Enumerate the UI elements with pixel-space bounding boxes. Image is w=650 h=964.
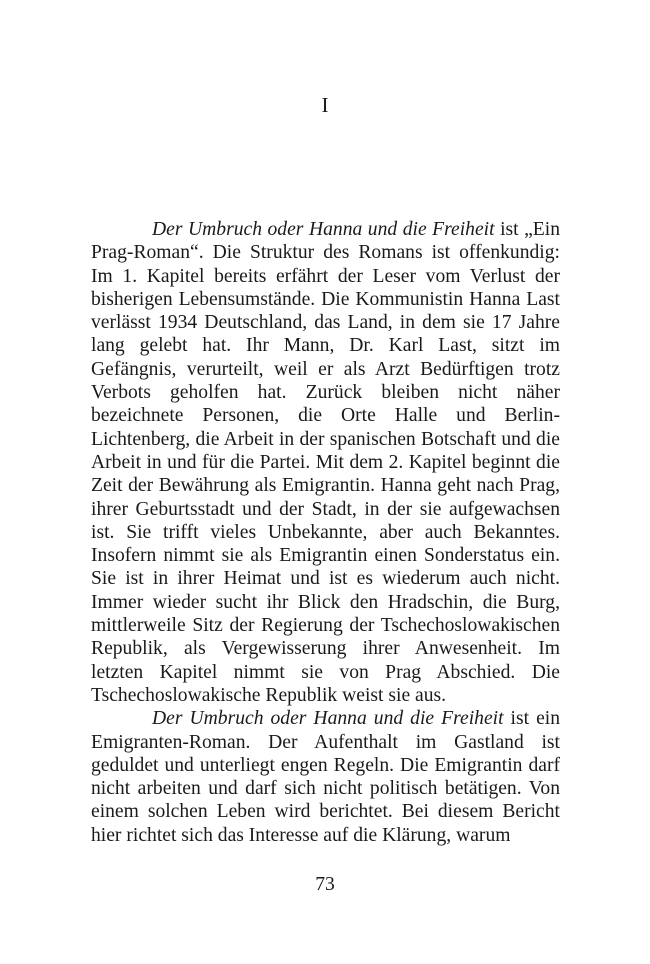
book-title-italic: Der Umbruch oder Hanna und die Freiheit [152,708,504,730]
page-number: 73 [315,874,335,895]
chapter-heading: I [321,93,329,117]
paragraph-text: ist „Ein Prag-Roman“. Die Struktur des Romans ist offenkundig: Im 1. Kapitel bereits erfährt der Leser vom Verlust der bisherigen Lebensumstände. Die Kommunistin Hanna Last verlässt 1934 Deutschland, das Land, in dem sie 17 Jahre lang gelebt hat. Ihr Mann, Dr. Karl Last, sitzt im Gefängnis, verurteilt, weil er als Arzt Bedürftigen trotz Verbots geholfen hat. Zurück bleiben nicht näher bezeichnete Personen, die Orte Halle und Berlin-Lichtenberg, die Arbeit in der spanischen Botschaft und die Arbeit in und für die Partei. Mit dem 2. Kapitel beginnt die Zeit der Bewährung als Emigrantin. Hanna geht nach Prag, ihrer Geburtsstadt und der Stadt, in der sie aufgewachsen ist. Sie trifft vieles Unbekannte, aber auch Bekanntes. Insofern nimmt sie als Emigrantin einen Sonderstatus ein. Sie ist in ihrer Heimat und ist es wiederum auch nicht. Immer wieder sucht ihr Blick den Hradschin, die Burg, mittlerweile Sitz der Regierung der Tschechoslowakischen Republik, als Vergewisserung ihrer Anwesenheit. Im letzten Kapitel nimmt sie von Prag Abschied. Die Tschechoslowakische Republik weist sie aus. [91,219,560,706]
paragraph-2 [91,707,560,847]
paragraph-1 [91,218,560,707]
paragraph-text: ist ein Emigranten-Roman. Der Aufenthalt im Gastland ist geduldet und unterliegt engen Regeln. Die Emigrantin darf nicht arbeiten und darf sich nicht politisch betätigen. Von einem solchen Leben wird berichtet. Bei diesem Bericht hier richtet sich das Interesse auf die Klärung, warum [91,708,561,846]
book-title-italic: Der Umbruch oder Hanna und die Freiheit [152,219,495,240]
body-text [91,218,560,847]
